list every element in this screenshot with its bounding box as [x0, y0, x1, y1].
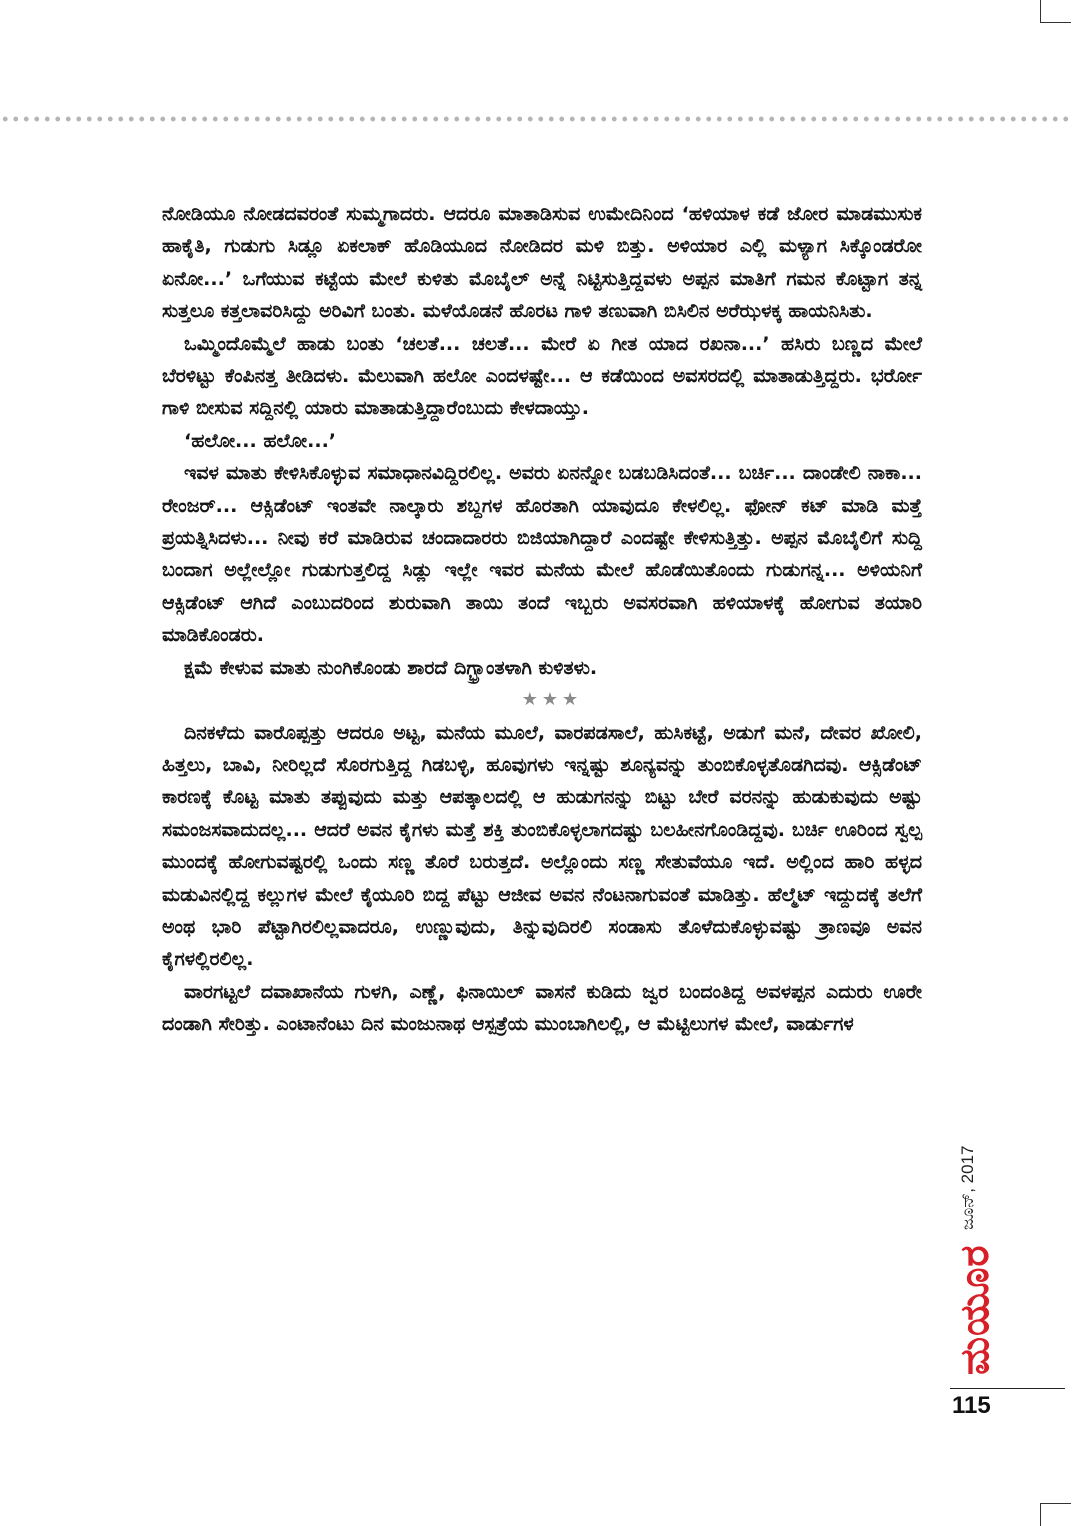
paragraph: ‘ಹಲೋ... ಹಲೋ...’	[184, 429, 337, 452]
crop-mark-bottom-right	[1040, 1503, 1071, 1526]
paragraph: ಕ್ಷಮೆ ಕೇಳುವ ಮಾತು ನುಂಗಿಕೊಂಡು ಶಾರದೆ ದಿಗ್ಭ್ರಾಂತಳಾಗಿ ಕುಳಿತಳು.	[184, 656, 598, 679]
article-body	[162, 198, 922, 1041]
page-number: 115	[952, 1392, 991, 1419]
paragraphs-after-break	[162, 717, 922, 1041]
paragraph: ವಾರಗಟ್ಟಲೆ ದವಾಖಾನೆಯ ಗುಳಗಿ, ಎಣ್ಣೆ, ಫಿನಾಯಿಲ್ ವಾಸನೆ ಕುಡಿದು ಜ್ವರ ಬಂದಂತಿದ್ದ ಅವಳಪ್ಪನ ಎದುರು ಊರೇ ದಂಡಾಗಿ ಸೇರಿತ್ತು. ಎಂಟಾನೆಂಟು ದಿನ ಮಂಜುನಾಥ ಆಸ್ಪತ್ರೆಯ ಮುಂಬಾಗಿಲಲ್ಲಿ, ಆ ಮೆಟ್ಟಿಲುಗಳ ಮೇಲೆ, ವಾರ್ಡುಗಳ	[162, 980, 922, 1036]
paragraph: ನೋಡಿಯೂ ನೋಡದವರಂತೆ ಸುಮ್ಮಗಾದರು. ಆದರೂ ಮಾತಾಡಿಸುವ ಉಮೇದಿನಿಂದ ‘ಹಳಿಯಾಳ ಕಡೆ ಜೋರ ಮಾಡಮುಸುಕ ಹಾಕೈತಿ, ಗುಡುಗು ಸಿಡ್ಲೂ ಏಕಲಾಕ್ ಹೊಡಿಯೂದ ನೋಡಿದರ ಮಳಿ ಬಿತ್ತು. ಅಳಿಯಾರ ಎಲ್ಲಿ ಮಳ್ಯಾಗ ಸಿಕ್ಕೊಂಡರೋ ಏನೋ...’ ಒಗೆಯುವ ಕಟ್ಟೆಯ ಮೇಲೆ ಕುಳಿತು ಮೊಬೈಲ್ ಅನ್ನೆ ನಿಟ್ಟಿಸುತ್ತಿದ್ದವಳು ಅಪ್ಪನ ಮಾತಿಗೆ ಗಮನ ಕೊಟ್ಟಾಗ ತನ್ನ ಸುತ್ತಲೂ ಕತ್ತಲಾವರಿಸಿದ್ದು ಅರಿವಿಗೆ ಬಂತು. ಮಳೆಯೊಡನೆ ಹೊರಟ ಗಾಳಿ ತಣುವಾಗಿ ಬಿಸಿಲಿನ ಅರೆಝಳಕ್ಕ ಹಾಯನಿಸಿತು.	[162, 203, 922, 323]
magazine-logo: ಮಯೂರ	[952, 1244, 998, 1375]
paragraph: ದಿನಕಳೆದು ವಾರೊಪ್ಪತ್ತು ಆದರೂ ಅಟ್ಟ, ಮನೆಯ ಮೂಲೆ, ವಾರಪಡಸಾಲೆ, ಹುಸಿಕಟ್ಟೆ, ಅಡುಗೆ ಮನೆ, ದೇವರ ಖೋಲಿ, ಹಿತ್ತಲು, ಬಾವಿ, ನೀರಿಲ್ಲದೆ ಸೊರಗುತ್ತಿದ್ದ ಗಿಡಬಳ್ಳಿ, ಹೂವುಗಳು ಇನ್ನಷ್ಟು ಶೂನ್ಯವನ್ನು ತುಂಬಿಕೊಳ್ಳತೊಡಗಿದವು. ಆಕ್ಸಿಡೆಂಟ್ ಕಾರಣಕ್ಕೆ ಕೊಟ್ಟ ಮಾತು ತಪ್ಪುವುದು ಮತ್ತು ಆಪತ್ಕಾಲದಲ್ಲಿ ಆ ಹುಡುಗನನ್ನು ಬಿಟ್ಟು ಬೇರೆ ವರನನ್ನು ಹುಡುಕುವುದು ಅಷ್ಟು ಸಮಂಜಸವಾದುದಲ್ಲ... ಆದರೆ ಅವನ ಕೈಗಳು ಮತ್ತೆ ಶಕ್ತಿ ತುಂಬಿಕೊಳ್ಳಲಾಗದಷ್ಟು ಬಲಹೀನಗೊಂಡಿದ್ದವು. ಬರ್ಚಿ ಊರಿಂದ ಸ್ವಲ್ಪ ಮುಂದಕ್ಕೆ ಹೋಗುವಷ್ಟರಲ್ಲಿ ಒಂದು ಸಣ್ಣ ತೊರೆ ಬರುತ್ತದೆ. ಅಲ್ಲೊಂದು ಸಣ್ಣ ಸೇತುವೆಯೂ ಇದೆ. ಅಲ್ಲಿಂದ ಹಾರಿ ಹಳ್ಳದ ಮಡುವಿನಲ್ಲಿದ್ದ ಕಲ್ಲುಗಳ ಮೇಲೆ ಕೈಯೂರಿ ಬಿದ್ದ ಪೆಟ್ಟು ಆಜೀವ ಅವನ ನೆಂಟನಾಗುವಂತೆ ಮಾಡಿತ್ತು. ಹೆಲ್ಮೆಟ್ ಇದ್ದುದಕ್ಕೆ ತಲೆಗೆ ಅಂಥ ಭಾರಿ ಪೆಟ್ಟಾಗಿರಲಿಲ್ಲವಾದರೂ, ಉಣ್ಣುವುದು, ತಿನ್ನುವುದಿರಲಿ ಸಂಡಾಸು ತೊಳೆದುಕೊಳ್ಳುವಷ್ಟು ತ್ರಾಣವೂ ಅವನ ಕೈಗಳಲ್ಲಿರಲಿಲ್ಲ.	[162, 721, 922, 971]
paragraph: ಇವಳ ಮಾತು ಕೇಳಿಸಿಕೊಳ್ಳುವ ಸಮಾಧಾನವಿದ್ದಿರಲಿಲ್ಲ. ಅವರು ಏನನ್ನೋ ಬಡಬಡಿಸಿದಂತೆ... ಬರ್ಚಿ... ದಾಂಡೇಲಿ ನಾಕಾ... ರೇಂಜರ್... ಆಕ್ಸಿಡೆಂಟ್ ಇಂತವೇ ನಾಲ್ಕಾರು ಶಬ್ದಗಳ ಹೊರತಾಗಿ ಯಾವುದೂ ಕೇಳಲಿಲ್ಲ. ಫೋನ್ ಕಟ್ ಮಾಡಿ ಮತ್ತೆ ಪ್ರಯತ್ನಿಸಿದಳು... ನೀವು ಕರೆ ಮಾಡಿರುವ ಚಂದಾದಾರರು ಬಿಜಿಯಾಗಿದ್ದಾರೆ ಎಂದಷ್ಟೇ ಕೇಳಿಸುತ್ತಿತ್ತು. ಅಪ್ಪನ ಮೊಬೈಲಿಗೆ ಸುದ್ದಿ ಬಂದಾಗ ಅಲ್ಲೇಲ್ಲೋ ಗುಡುಗುತ್ತಲಿದ್ದ ಸಿಡ್ಲು ಇಲ್ಲೇ ಇವರ ಮನೆಯ ಮೇಲೆ ಹೊಡೆಯಿತೊಂದು ಗುಡುಗನ್ನ... ಅಳಿಯನಿಗೆ ಆಕ್ಸಿಡೆಂಟ್ ಆಗಿದೆ ಎಂಬುದರಿಂದ ಶುರುವಾಗಿ ತಾಯಿ ತಂದೆ ಇಬ್ಬರು ಅವಸರವಾಗಿ ಹಳಿಯಾಳಕ್ಕೆ ಹೋಗುವ ತಯಾರಿ ಮಾಡಿಕೊಂಡರು.	[162, 462, 922, 647]
section-break-stars: ★★★	[521, 689, 583, 711]
crop-mark-top-right	[1040, 0, 1071, 23]
paragraphs-before-break	[162, 198, 922, 684]
page-number-rule	[950, 1388, 1065, 1389]
dotted-divider	[0, 116, 1072, 122]
issue-date: ಜೂನ್, 2017	[958, 1145, 977, 1230]
paragraph: ಒಮ್ಮಿಂದೊಮ್ಮೆಲೆ ಹಾಡು ಬಂತು ‘ಚಲತೆ... ಚಲತೆ... ಮೇರೆ ಏ ಗೀತ ಯಾದ ರಖನಾ...’ ಹಸಿರು ಬಣ್ಣದ ಮೇಲೆ ಬೆರಳಿಟ್ಟು ಕೆಂಪಿನತ್ತ ತೀಡಿದಳು. ಮೆಲುವಾಗಿ ಹಲೋ ಎಂದಳಷ್ಟೇ... ಆ ಕಡೆಯಿಂದ ಅವಸರದಲ್ಲಿ ಮಾತಾಡುತ್ತಿದ್ದರು. ಭರ್ರೋ ಗಾಳಿ ಬೀಸುವ ಸದ್ದಿನಲ್ಲಿ ಯಾರು ಮಾತಾಡುತ್ತಿದ್ದಾರೆಂಬುದು ಕೇಳದಾಯ್ತು.	[162, 332, 922, 420]
